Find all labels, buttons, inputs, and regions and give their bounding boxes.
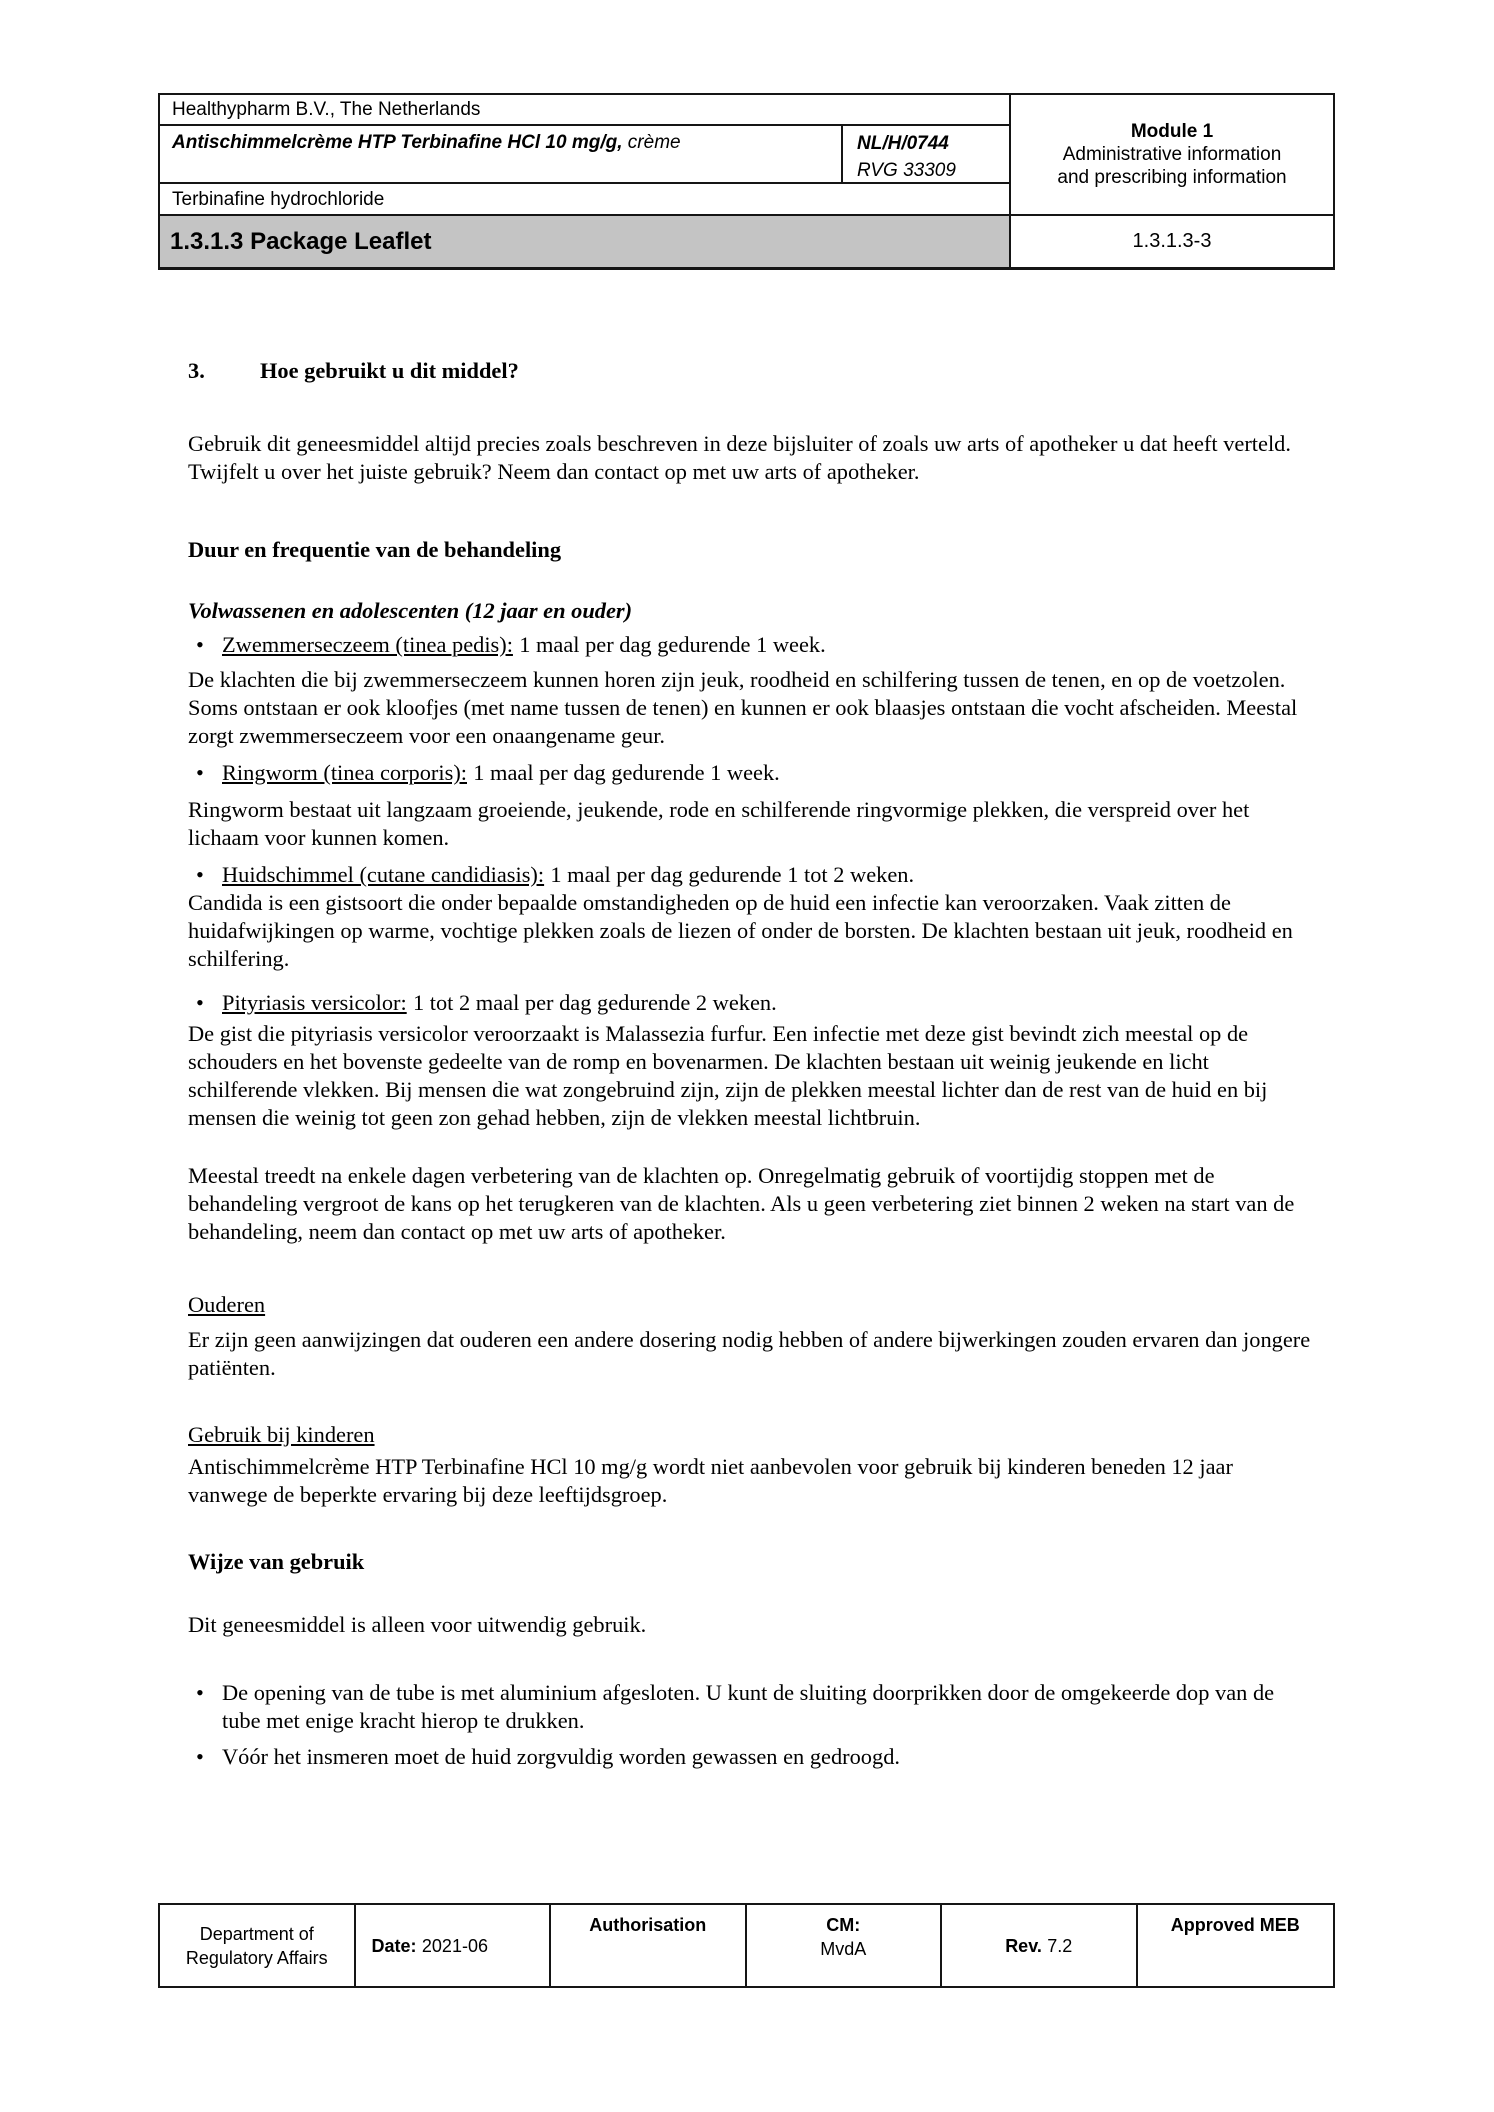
leaflet-content xyxy=(188,357,1312,1771)
rvg-number: RVG 33309 xyxy=(857,160,956,181)
adults-heading: Volwassenen en adolescenten (12 jaar en ouder) xyxy=(188,598,633,623)
intro-paragraph: Gebruik dit geneesmiddel altijd precies zoals beschreven in deze bijsluiter of zoals uw arts of apotheker u dat heeft verteld. Twijfelt u over het juiste gebruik? Neem dan contact op met uw arts of apotheker. xyxy=(188,431,1291,484)
bullet-tinea-pedis-text: 1 maal per dag gedurende 1 week. xyxy=(519,632,826,657)
bullet-candidiasis xyxy=(188,861,1312,889)
footer-revision-label: Rev. xyxy=(1005,1935,1042,1956)
company-cell xyxy=(160,95,1011,126)
method-heading: Wijze van gebruik xyxy=(188,1549,365,1574)
footer-revision-value: 7.2 xyxy=(1047,1935,1073,1956)
section-page-cell xyxy=(1011,216,1333,267)
bullet-wash: • Vóór het insmeren moet de huid zorgvuldig worden gewassen en gedroogd. xyxy=(188,1743,1312,1771)
bullet-pityriasis-text: 1 tot 2 maal per dag gedurende 2 weken. xyxy=(412,990,777,1015)
substance-cell xyxy=(160,184,1011,216)
pityriasis-paragraph: De gist die pityriasis versicolor veroorzaakt is Malassezia furfur. Een infectie met deze gist bevindt zich meestal op de schouders en het bovenste gedeelte van de romp en bovenarmen. De klachten bestaan uit weinig jeukende en licht schilferende vlekken. Bij mensen die wat zongebruind zijn, zijn de plekken meestal lichter dan de rest van de huid en bij mensen die weinig tot geen zon gehad hebben, zijn de vlekken meestal lichtbruin. xyxy=(188,1021,1268,1130)
section-number: 3. xyxy=(188,358,205,383)
footer-approved-cell xyxy=(1138,1905,1334,1986)
section-page-number: 1.3.1.3-3 xyxy=(1132,230,1212,252)
bullet-pityriasis xyxy=(188,989,1312,1017)
elderly-paragraph: Er zijn geen aanwijzingen dat ouderen een andere dosering nodig hebben of andere bijwerkingen zouden ervaren dan jongere patiënten. xyxy=(188,1327,1311,1380)
bullet-ringworm xyxy=(188,759,1312,787)
substance-name: Terbinafine hydrochloride xyxy=(172,188,385,210)
bullet-ringworm-label: Ringworm (tinea corporis): xyxy=(222,760,467,785)
footer-cm-label: CM: xyxy=(826,1915,861,1935)
footer-authorisation-cell xyxy=(551,1905,747,1986)
footer-cm-cell xyxy=(747,1905,943,1986)
footer-revision-cell xyxy=(942,1905,1138,1986)
footer-cm-value: MvdA xyxy=(820,1939,867,1959)
duration-heading: Duur en frequentie van de behandeling xyxy=(188,537,562,562)
bullet-candidiasis-label: Huidschimmel (cutane candidiasis): xyxy=(222,862,545,887)
product-name: Antischimmelcrème HTP Terbinafine HCl 10 mg/g, xyxy=(172,132,623,153)
module-title: Module 1 xyxy=(1130,121,1214,142)
section-heading xyxy=(188,357,1312,385)
children-paragraph: Antischimmelcrème HTP Terbinafine HCl 10 mg/g wordt niet aanbevolen voor gebruik bij kinderen beneden 12 jaar vanwege de beperkte ervaring bij deze leeftijdsgroep. xyxy=(188,1454,1233,1507)
footer-date-cell xyxy=(356,1905,552,1986)
reference-numbers-cell xyxy=(843,126,1011,184)
module-cell xyxy=(1011,95,1333,216)
children-heading: Gebruik bij kinderen xyxy=(188,1422,375,1447)
bullet-pityriasis-label: Pityriasis versicolor: xyxy=(222,990,407,1015)
section-title: Hoe gebruikt u dit middel? xyxy=(260,358,519,383)
bullet-tinea-pedis-label: Zwemmerseczeem (tinea pedis): xyxy=(222,632,513,657)
external-use-paragraph: Dit geneesmiddel is alleen voor uitwendig gebruik. xyxy=(188,1612,647,1637)
footer-date-label: Date: xyxy=(371,1935,417,1956)
product-cell xyxy=(160,126,843,184)
ringworm-paragraph: Ringworm bestaat uit langzaam groeiende, jeukende, rode en schilferende ringvormige plekken, die verspreid over het lichaam voor kunnen komen. xyxy=(188,797,1250,850)
product-form: crème xyxy=(627,132,681,153)
module-line3: and prescribing information xyxy=(1057,167,1287,188)
bullet-tinea-pedis xyxy=(188,631,1312,659)
module-line2: Administrative information xyxy=(1062,144,1282,165)
footer-department: Department of Regulatory Affairs xyxy=(185,1923,328,1968)
bullet-ringworm-text: 1 maal per dag gedurende 1 week. xyxy=(473,760,780,785)
footer-department-cell xyxy=(160,1905,356,1986)
section-bar xyxy=(160,216,1011,267)
procedure-number: NL/H/0744 xyxy=(857,133,949,154)
elderly-heading: Ouderen xyxy=(188,1292,266,1317)
candidiasis-paragraph: Candida is een gistsoort die onder bepaalde omstandigheden op de huid een infectie kan veroorzaken. Vaak zitten de huidafwijkingen op warme, vochtige plekken zoals de liezen of onder de borsten. De klachten bestaan uit jeuk, roodheid en schilfering. xyxy=(188,890,1293,971)
company-name: Healthypharm B.V., The Netherlands xyxy=(172,99,481,120)
improvement-paragraph: Meestal treedt na enkele dagen verbetering van de klachten op. Onregelmatig gebruik of voortijdig stoppen met de behandeling vergroot de kans op het terugkeren van de klachten. Als u geen verbetering ziet binnen 2 weken na start van de behandeling, neem dan contact op met uw arts of apotheker. xyxy=(188,1163,1295,1244)
footer-table xyxy=(158,1903,1335,1988)
section-bar-label: 1.3.1.3 Package Leaflet xyxy=(170,228,432,255)
tinea-pedis-paragraph: De klachten die bij zwemmerseczeem kunnen horen zijn jeuk, roodheid en schilfering tussen de tenen, en op de voetzolen. Soms ontstaan er ook kloofjes (met name tussen de tenen) en kunnen er ook blaasjes ontstaan die vocht afscheiden. Meestal zorgt zwemmerseczeem voor een onaangename geur. xyxy=(188,667,1298,748)
footer-approved: Approved MEB xyxy=(1170,1915,1300,1935)
header-table xyxy=(158,93,1335,270)
footer-date-value: 2021-06 xyxy=(421,1935,488,1956)
bullet-candidiasis-text: 1 maal per dag gedurende 1 tot 2 weken. xyxy=(550,862,915,887)
bullet-tube: • De opening van de tube is met aluminium afgesloten. U kunt de sluiting doorprikken door de omgekeerde dop van de tube met enige kracht hierop te drukken. xyxy=(188,1679,1312,1735)
footer-authorisation: Authorisation xyxy=(589,1915,707,1935)
